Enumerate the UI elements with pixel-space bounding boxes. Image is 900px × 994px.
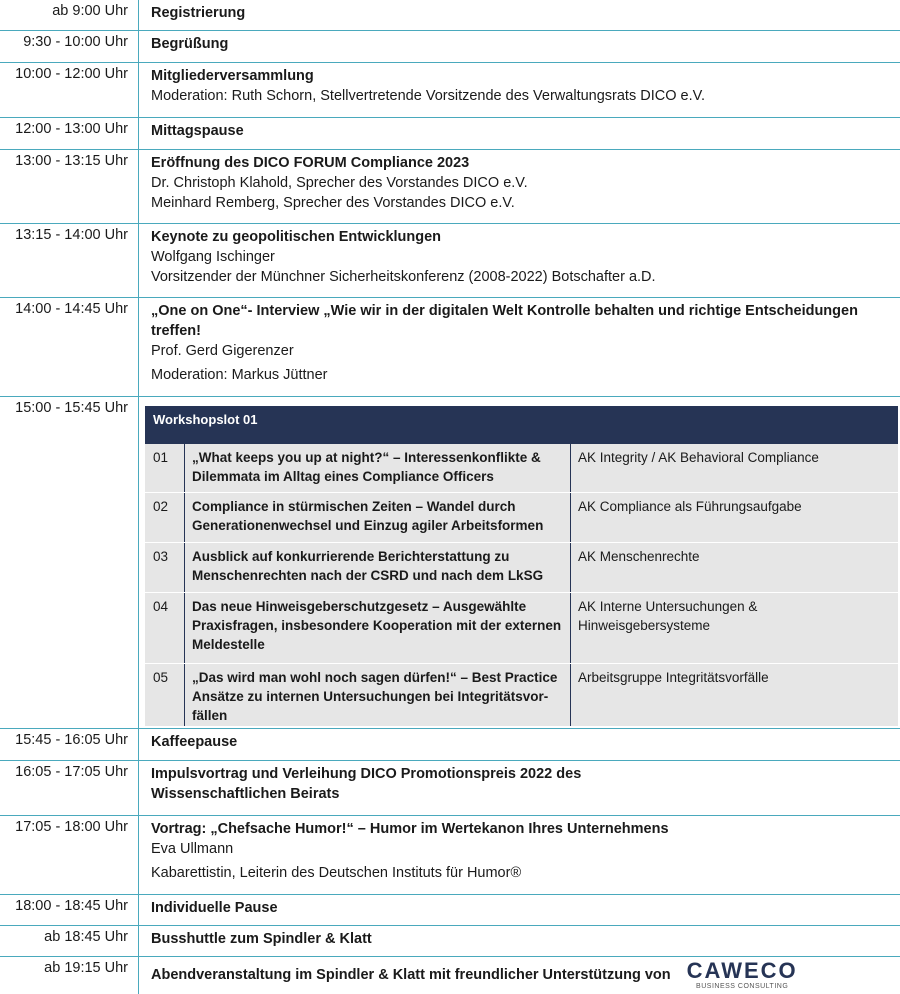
content-cell: [139, 397, 900, 728]
time-cell: 9:30 - 10:00 Uhr: [0, 31, 139, 62]
session-detail: Eva Ullmann: [151, 841, 234, 857]
session-title: „One on One“- Interview „Wie wir in der digitalen Welt Kontrolle behalten und richtige Entscheidungen treffen!: [151, 303, 858, 339]
time-cell: 16:05 - 17:05 Uhr: [0, 761, 139, 815]
agenda-row: [0, 761, 900, 816]
workshop-row: [145, 593, 898, 664]
agenda-row: [0, 63, 900, 118]
logo-wordmark: CAWECO: [686, 958, 798, 983]
workshop-row: [145, 493, 898, 543]
agenda-row: [0, 729, 900, 761]
agenda-row: [0, 895, 900, 926]
session-title: Eröffnung des DICO FORUM Compliance 2023: [151, 155, 470, 171]
session-detail: Moderation: Ruth Schorn, Stellvertretende Vorsitzende des Verwaltungsrats DICO e.V.: [151, 88, 705, 104]
time-cell: 17:05 - 18:00 Uhr: [0, 816, 139, 894]
content-cell: [139, 118, 900, 149]
content-cell: [139, 729, 900, 760]
session-detail: Vorsitzender der Münchner Sicherheitskonferenz (2008-2022) Botschafter a.D.: [151, 269, 656, 285]
agenda-row: [0, 31, 900, 63]
workshop-number: 04: [145, 593, 185, 663]
workshop-number: 01: [145, 444, 185, 492]
time-cell: ab 18:45 Uhr: [0, 926, 139, 956]
workshop-number: 05: [145, 664, 185, 726]
content-cell: [139, 0, 900, 30]
workshop-title: Ausblick auf konkurrierende Berichterstattung zu Menschenrechten nach der CSRD und nach dem LkSG: [185, 543, 571, 592]
agenda-row: [0, 224, 900, 298]
time-cell: 18:00 - 18:45 Uhr: [0, 895, 139, 925]
agenda-row: [0, 298, 900, 397]
agenda-row: [0, 926, 900, 957]
workshop-group: AK Menschenrechte: [578, 549, 700, 564]
content-cell: [139, 150, 900, 223]
session-title: Vortrag: „Chefsache Humor!“ – Humor im Wertekanon Ihres Unternehmens: [151, 821, 669, 837]
time-cell: 15:00 - 15:45 Uhr: [0, 397, 139, 728]
time-cell: 10:00 - 12:00 Uhr: [0, 63, 139, 117]
session-title: Busshuttle zum Spindler & Klatt: [151, 931, 372, 947]
agenda-row: [0, 150, 900, 224]
content-cell: [139, 895, 900, 925]
session-title: Keynote zu geopolitischen Entwicklungen: [151, 229, 442, 245]
agenda-row: [0, 957, 900, 994]
time-cell: 13:00 - 13:15 Uhr: [0, 150, 139, 223]
content-cell: [139, 926, 900, 956]
workshop-title: Das neue Hinweisgeberschutzgesetz – Ausgewählte Praxisfragen, insbesondere Kooperation mit der externen Meldestelle: [185, 593, 571, 663]
workshop-title: Compliance in stürmischen Zeiten – Wandel durch Generationenwechsel und Einzug agiler Arbeitsformen: [185, 493, 571, 542]
workshop-number: 03: [145, 543, 185, 592]
workshop-row: [145, 664, 898, 727]
time-cell: 13:15 - 14:00 Uhr: [0, 224, 139, 297]
time-cell: 15:45 - 16:05 Uhr: [0, 729, 139, 760]
time-cell: ab 19:15 Uhr: [0, 957, 139, 994]
session-detail: Kabarettistin, Leiterin des Deutschen Instituts für Humor®: [151, 865, 522, 881]
workshop-number: 02: [145, 493, 185, 542]
session-title: Begrüßung: [151, 36, 229, 52]
workshop-row: [145, 444, 898, 493]
workshop-group: AK Compliance als Führungsaufgabe: [578, 499, 802, 514]
session-title: Abendveranstaltung im Spindler & Klatt mit freundlicher Unterstützung von: [151, 966, 671, 983]
session-title: Mitgliederversammlung: [151, 68, 314, 84]
workshop-table: [145, 406, 898, 727]
caweco-logo: [687, 960, 798, 990]
agenda-row: [0, 397, 900, 729]
workshop-title: „Das wird man wohl noch sagen dürfen!“ – Best Practice Ansätze zu internen Untersuchungen bei Integritätsvor-fällen: [185, 664, 571, 726]
logo-tagline: BUSINESS CONSULTING: [696, 983, 789, 990]
session-title: Individuelle Pause: [151, 900, 278, 916]
session-title: Impulsvortrag und Verleihung DICO Promotionspreis 2022 des Wissenschaftlichen Beirats: [151, 766, 582, 802]
session-detail: Meinhard Remberg, Sprecher des Vorstandes DICO e.V.: [151, 195, 515, 211]
session-detail: Moderation: Markus Jüttner: [151, 367, 328, 383]
workshop-group: AK Integrity / AK Behavioral Compliance: [578, 450, 819, 465]
session-title: Mittagspause: [151, 123, 244, 139]
content-cell: [139, 761, 900, 815]
session-detail: Prof. Gerd Gigerenzer: [151, 343, 294, 359]
content-cell: [139, 816, 900, 894]
agenda-row: [0, 118, 900, 150]
time-cell: 14:00 - 14:45 Uhr: [0, 298, 139, 396]
agenda-row: [0, 0, 900, 31]
content-cell: [139, 31, 900, 62]
content-cell: [139, 298, 900, 396]
session-detail: Wolfgang Ischinger: [151, 249, 275, 265]
session-title: Registrierung: [151, 5, 246, 21]
time-cell: 12:00 - 13:00 Uhr: [0, 118, 139, 149]
workshop-row: [145, 543, 898, 593]
agenda-row: [0, 816, 900, 895]
content-cell: [139, 957, 900, 994]
workshop-group: AK Interne Untersuchungen & Hinweisgebersysteme: [578, 599, 758, 633]
workshop-title: „What keeps you up at night?“ – Interessenkonflikte & Dilemmata im Alltag eines Compliance Officers: [185, 444, 571, 492]
session-detail: Dr. Christoph Klahold, Sprecher des Vorstandes DICO e.V.: [151, 175, 528, 191]
session-title: Kaffeepause: [151, 734, 238, 750]
workshop-group: Arbeitsgruppe Integritätsvorfälle: [578, 670, 769, 685]
content-cell: [139, 63, 900, 117]
time-cell: ab 9:00 Uhr: [0, 0, 139, 30]
content-cell: [139, 224, 900, 297]
workshop-heading: Workshopslot 01: [145, 406, 898, 444]
